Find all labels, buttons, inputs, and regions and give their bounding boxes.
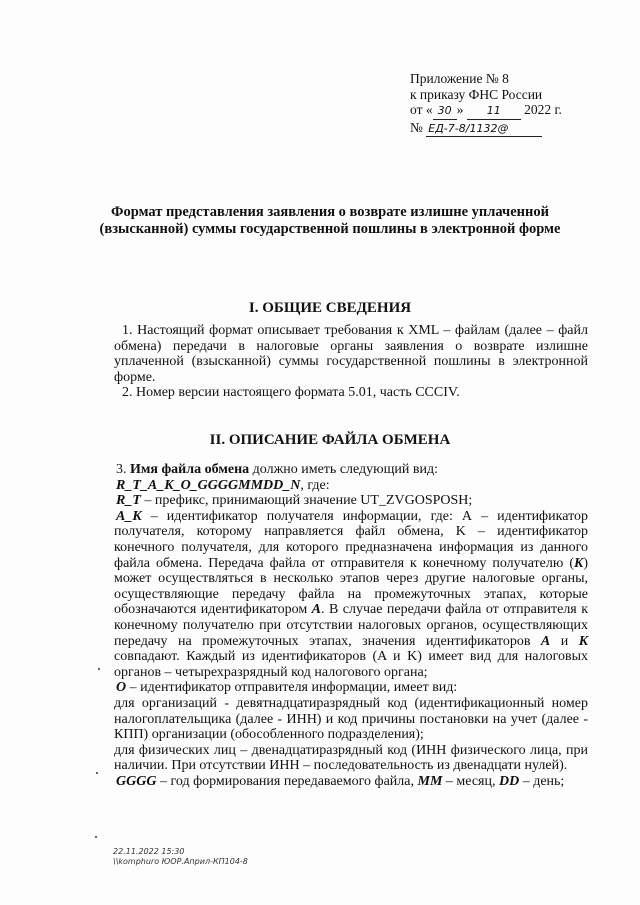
handwritten-day: 30 (433, 103, 457, 120)
o-definition: O – идентификатор отправителя информации, имеет вид: (116, 680, 458, 696)
ak-definition: A_K – идентификатор получателя информации, где: А – идентификатор получателя, которому направляется файл обмена, K – идентификатор конечного получателя, для которого предназначена информация из данного файла обмена. Передача файла от отправителя к конечному получателю (K) может осуществляться в несколько этапов через другие налоговые органы, осуществляющие передачу файла на промежуточных этапах, которые обозначаются идентификатором А. В случае передачи файла от отправителя к конечному получателю при отсутствии налоговых органов, осуществляющих передачу на промежуточных этапах, значения идентификаторов А и K совпадают. Каждый из идентификаторов (A и K) имеет вид для налоговых органов – четырехразрядный код налогового органа; (114, 508, 589, 680)
rt-definition: R_T – префикс, принимающий значение UT_ZVGOSPOSH; (116, 493, 473, 509)
section-1-body (114, 323, 588, 401)
section-2-body (114, 462, 588, 789)
print-timestamp: 22.11.2022 15:30 (113, 847, 185, 856)
order-date: от « 30 » 11 2022 г. (410, 102, 562, 120)
print-footer (113, 847, 248, 866)
scan-speck (96, 772, 98, 774)
section-1-heading: I. ОБЩИЕ СВЕДЕНИЯ (248, 300, 412, 316)
section-2-heading: II. ОПИСАНИЕ ФАЙЛА ОБМЕНА (209, 432, 451, 448)
org-id-definition: для организаций - девятнадцатиразрядный код (идентификационный номер налогоплательщика (далее - ИНН) и код причины постановки на учет (далее - КПП) организации (обособленного подразделения); (114, 695, 588, 743)
file-path: \\komphuro ЮОР.Април-КП104-8 (113, 856, 248, 866)
order-number: № ЕД-7-8/1132@ (410, 120, 562, 138)
filename-pattern: R_T_A_K_O_GGGGMMDD_N, где: (116, 477, 330, 493)
paragraph-2: 2. Номер версии настоящего формата 5.01, часть CCCIV. (122, 385, 460, 401)
paragraph-3: 3. Имя файла обмена должно иметь следующий вид: (116, 462, 439, 477)
order-reference: к приказу ФНС России (410, 86, 543, 102)
handwritten-order-number: ЕД-7-8/1132@ (426, 121, 542, 138)
appendix-number: Приложение № 8 (410, 71, 509, 86)
document-title: Формат представления заявления о возврате излишне уплаченной (взысканной) суммы государственной пошлины в электронной форме (99, 204, 561, 237)
scan-speck (95, 836, 97, 838)
appendix-header (410, 71, 562, 137)
date-definition: GGGG – год формирования передаваемого файла, MM – месяц, DD – день; (116, 773, 565, 789)
scan-speck (98, 668, 100, 670)
paragraph-1: 1. Настоящий формат описывает требования к XML – файлам (далее – файл обмена) передачи в налоговые органы заявления о возврате излишне уплаченной (взысканной) суммы государственной пошлины в электронной форме. (114, 323, 588, 385)
phys-id-definition: для физических лиц – двенадцатиразрядный код (ИНН физического лица, при наличии. При отсутствии ИНН – последовательность из двенадцати нулей). (114, 742, 588, 774)
handwritten-month: 11 (467, 103, 521, 120)
